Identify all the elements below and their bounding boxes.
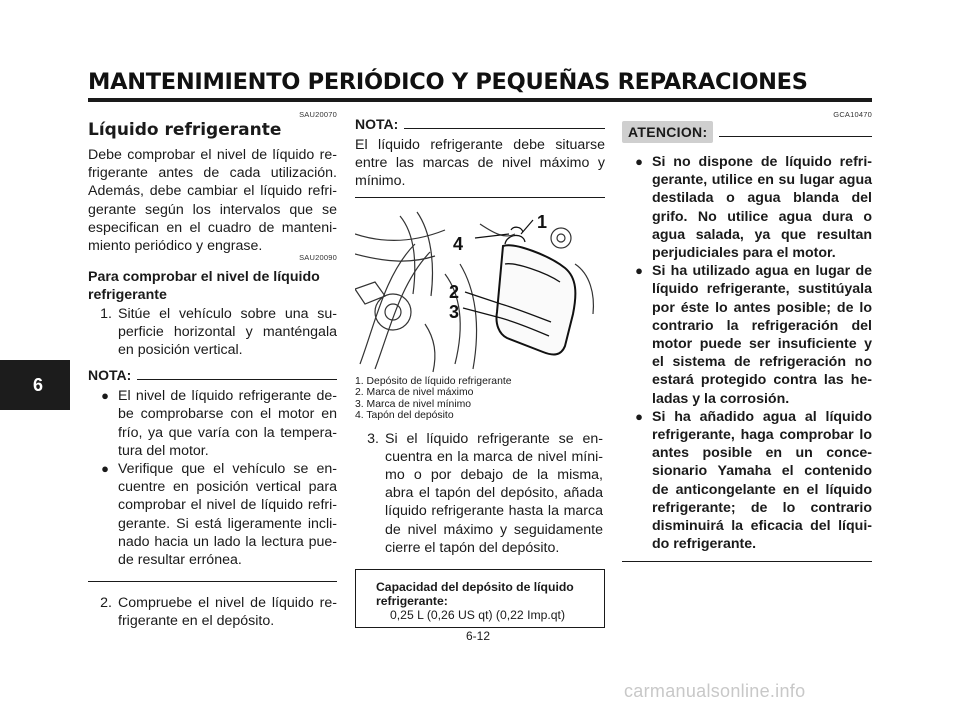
caution-bullet-item xyxy=(626,262,872,408)
nota-end-rule xyxy=(355,197,605,198)
bullet-icon: ● xyxy=(635,154,643,169)
subsection-code: SAU20090 xyxy=(299,253,337,263)
caution-bullet-item xyxy=(626,153,872,262)
page-title: MANTENIMIENTO PERIÓDICO Y PEQUEÑAS REPARACIONES xyxy=(88,69,808,95)
figure-captions xyxy=(355,376,605,422)
atencion-rule xyxy=(719,136,872,137)
atencion-bullets xyxy=(622,153,872,553)
callout-1: 1 xyxy=(537,211,548,232)
callout-2: 2 xyxy=(449,281,460,302)
nota-text: El líquido refrigerante debe situarse entre las marcas de nivel máximo y mínimo. xyxy=(355,137,605,190)
nota-rule xyxy=(404,128,605,129)
reservoir-shape xyxy=(496,245,575,354)
step-item xyxy=(355,430,605,557)
capacity-label: Capacidad del depósito de líquido refrigerante: xyxy=(376,580,574,609)
step-item xyxy=(88,594,337,630)
callout-3: 3 xyxy=(449,301,460,322)
coolant-reservoir-figure xyxy=(355,204,605,374)
nota-bullets xyxy=(88,387,337,569)
step-number: 3. xyxy=(367,430,379,447)
subsection-heading: Para comprobar el nivel de líquido refrigerante xyxy=(88,269,320,304)
bullet-icon: ● xyxy=(635,263,643,279)
caption-item: 4. Tapón del depósito xyxy=(355,410,454,422)
column-left xyxy=(88,110,337,631)
bullet-icon: ● xyxy=(101,388,109,404)
step-item xyxy=(88,305,337,360)
caution-bullet-item xyxy=(626,408,872,554)
column-middle xyxy=(355,110,605,628)
coolant-reservoir-illustration xyxy=(355,204,605,374)
bullet-text: Verifique que el vehículo se en-cuentre en posición vertical para comprobar el nivel de líquido refri-gerante. Si está ligeramente incli-nado hacia un lado la lectura pue-de resultar errónea. xyxy=(118,461,337,569)
bullet-item xyxy=(92,387,337,460)
watermark: carmanualsonline.info xyxy=(624,681,806,701)
nota-rule xyxy=(137,379,337,380)
atencion-label: ATENCION: xyxy=(622,121,713,143)
nota-header xyxy=(355,116,605,132)
step-text: Compruebe el nivel de líquido re-frigerante en el depósito. xyxy=(118,595,337,630)
caption-item: 2. Marca de nivel máximo xyxy=(355,387,474,399)
bullet-icon: ● xyxy=(101,461,109,477)
chapter-tab: 6 xyxy=(0,360,70,410)
nota-header xyxy=(88,367,337,383)
nota-end-rule xyxy=(88,581,337,582)
step-text: Sitúe el vehículo sobre una su-perficie horizontal y manténgala en posición vertical. xyxy=(118,305,337,359)
caution-bullet-text: Si ha utilizado agua en lugar de líquido refrigerante, sustitúyala por éste lo antes posible; de lo contrario la refrigeración del motor puede ser insuficiente y el sistema de refrigeración no estará protegido contra las he-ladas y la corrosión. xyxy=(652,263,872,407)
caption-item: 1. Depósito de líquido refrigerante xyxy=(355,375,512,387)
step-number: 1. xyxy=(100,305,112,322)
caution-bullet-text: Si ha añadido agua al líquido refrigerante, haga comprobar lo antes posible en un conce-sionario Yamaha el contenido de anticongelante en el líquido refrigerante; de lo contrario disminuirá la eficacia del líqui-do refrigerante. xyxy=(652,408,872,553)
caption-item: 3. Marca de nivel mínimo xyxy=(355,398,472,410)
title-rule xyxy=(88,98,872,102)
step-text: Si el líquido refrigerante se en-cuentra en la marca de nivel míni-mo o por debajo de la misma, abra el tapón del depósito, añada líquido refrigerante hasta la marca de nivel máximo y seguidamente cierre el tapón del depósito. xyxy=(385,430,603,556)
step-number: 2. xyxy=(100,595,112,612)
caution-code: GCA10470 xyxy=(833,110,872,119)
capacity-value: 0,25 L (0,26 US qt) (0,22 Imp.qt) xyxy=(390,608,565,623)
callout-4: 4 xyxy=(453,233,464,254)
bullet-icon: ● xyxy=(635,408,643,424)
nota-label: NOTA: xyxy=(88,367,132,384)
section-code: SAU20070 xyxy=(299,110,337,119)
page-number: 6-12 xyxy=(466,629,491,643)
capacity-box xyxy=(355,569,605,628)
intro-paragraph: Debe comprobar el nivel de líquido re-frigerante antes de cada utilización. Además, debe cambiar el líquido refri-gerante según los intervalos que se especifican en el cuadro de manteni-miento periódico y engrase. xyxy=(88,147,337,255)
column-right xyxy=(622,110,872,562)
nota-label: NOTA: xyxy=(355,116,399,132)
caution-bullet-text: Si no dispone de líquido refri-gerante, utilice en su lugar agua destilada o agua blanda del grifo. No utilice agua dura o agua salada, ya que resultan perjudiciales para el motor. xyxy=(652,154,872,262)
bullet-text: El nivel de líquido refrigerante de-be comprobarse con el motor en frío, ya que varía con la tempera-tura del motor. xyxy=(118,388,337,459)
atencion-header xyxy=(622,121,872,143)
atencion-end-rule xyxy=(622,561,872,562)
section-heading: Líquido refrigerante xyxy=(88,120,282,140)
bullet-item xyxy=(92,460,337,569)
